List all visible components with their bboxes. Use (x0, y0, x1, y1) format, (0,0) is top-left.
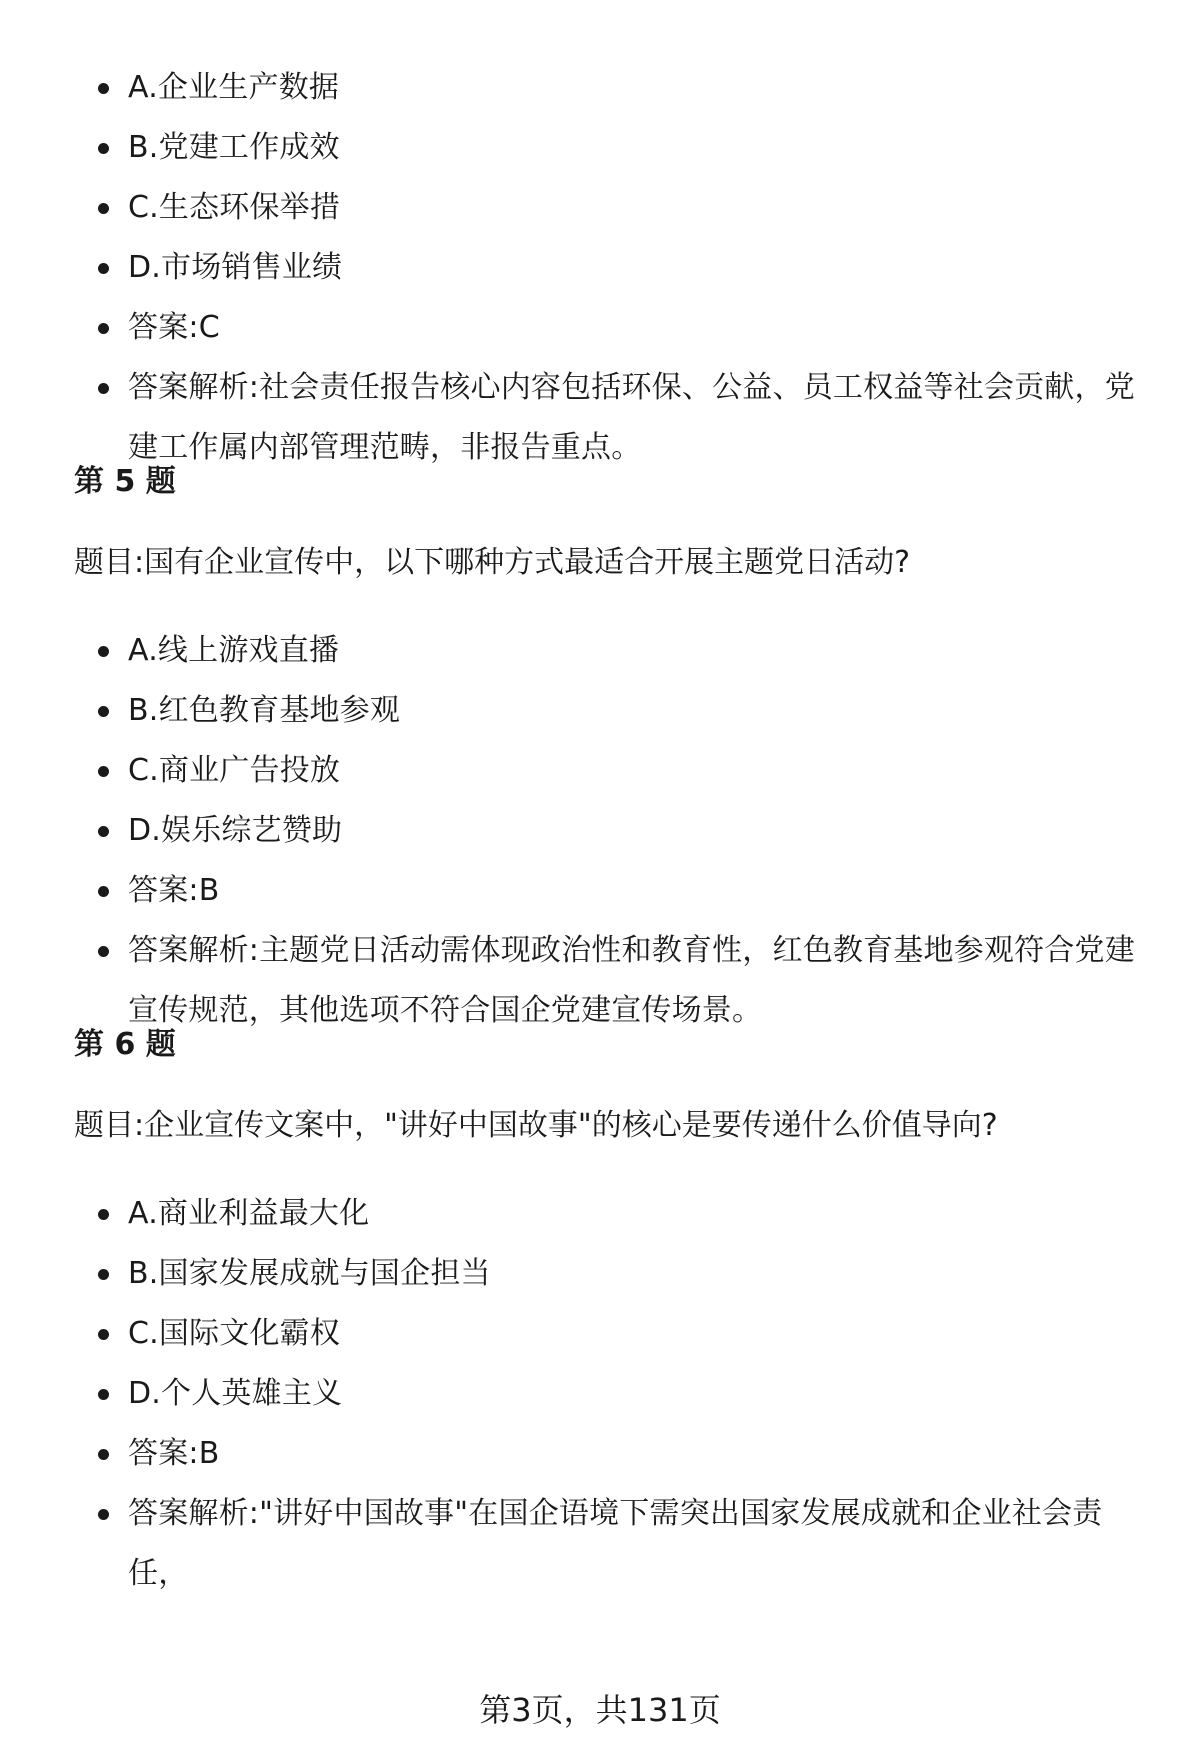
page-number-footer: 第3页，共131页 (479, 1691, 721, 1729)
question-5-heading: 第 5 题 (74, 464, 176, 499)
option-d: D.个人英雄主义 (74, 1364, 1154, 1424)
option-b: B.红色教育基地参观 (74, 681, 1154, 741)
options-list (74, 58, 1154, 478)
option-b: B.国家发展成就与国企担当 (74, 1244, 1154, 1304)
options-list (74, 1184, 1154, 1604)
answer-explanation: 答案解析:"讲好中国故事"在国企语境下需突出国家发展成就和企业社会责任， (74, 1484, 1154, 1604)
option-c: C.生态环保举措 (74, 178, 1154, 238)
answer: 答案:B (74, 861, 1154, 921)
question-5-text: 题目:国有企业宣传中，以下哪种方式最适合开展主题党日活动? (74, 545, 911, 580)
options-list (74, 621, 1154, 1041)
option-a: A.企业生产数据 (74, 58, 1154, 118)
answer-explanation: 答案解析:社会责任报告核心内容包括环保、公益、员工权益等社会贡献，党建工作属内部管理范畴，非报告重点。 (74, 358, 1154, 478)
option-c: C.商业广告投放 (74, 741, 1154, 801)
question-6-text: 题目:企业宣传文案中，"讲好中国故事"的核心是要传递什么价值导向? (74, 1108, 998, 1143)
question-6-heading: 第 6 题 (74, 1027, 176, 1062)
question-5-options (74, 621, 1154, 1041)
option-d: D.市场销售业绩 (74, 238, 1154, 298)
option-a: A.线上游戏直播 (74, 621, 1154, 681)
option-a: A.商业利益最大化 (74, 1184, 1154, 1244)
answer: 答案:C (74, 298, 1154, 358)
option-c: C.国际文化霸权 (74, 1304, 1154, 1364)
answer: 答案:B (74, 1424, 1154, 1484)
question-6-options (74, 1184, 1154, 1604)
question-4-options (74, 58, 1154, 478)
option-d: D.娱乐综艺赞助 (74, 801, 1154, 861)
answer-explanation: 答案解析:主题党日活动需体现政治性和教育性，红色教育基地参观符合党建宣传规范，其他选项不符合国企党建宣传场景。 (74, 921, 1154, 1041)
option-b: B.党建工作成效 (74, 118, 1154, 178)
